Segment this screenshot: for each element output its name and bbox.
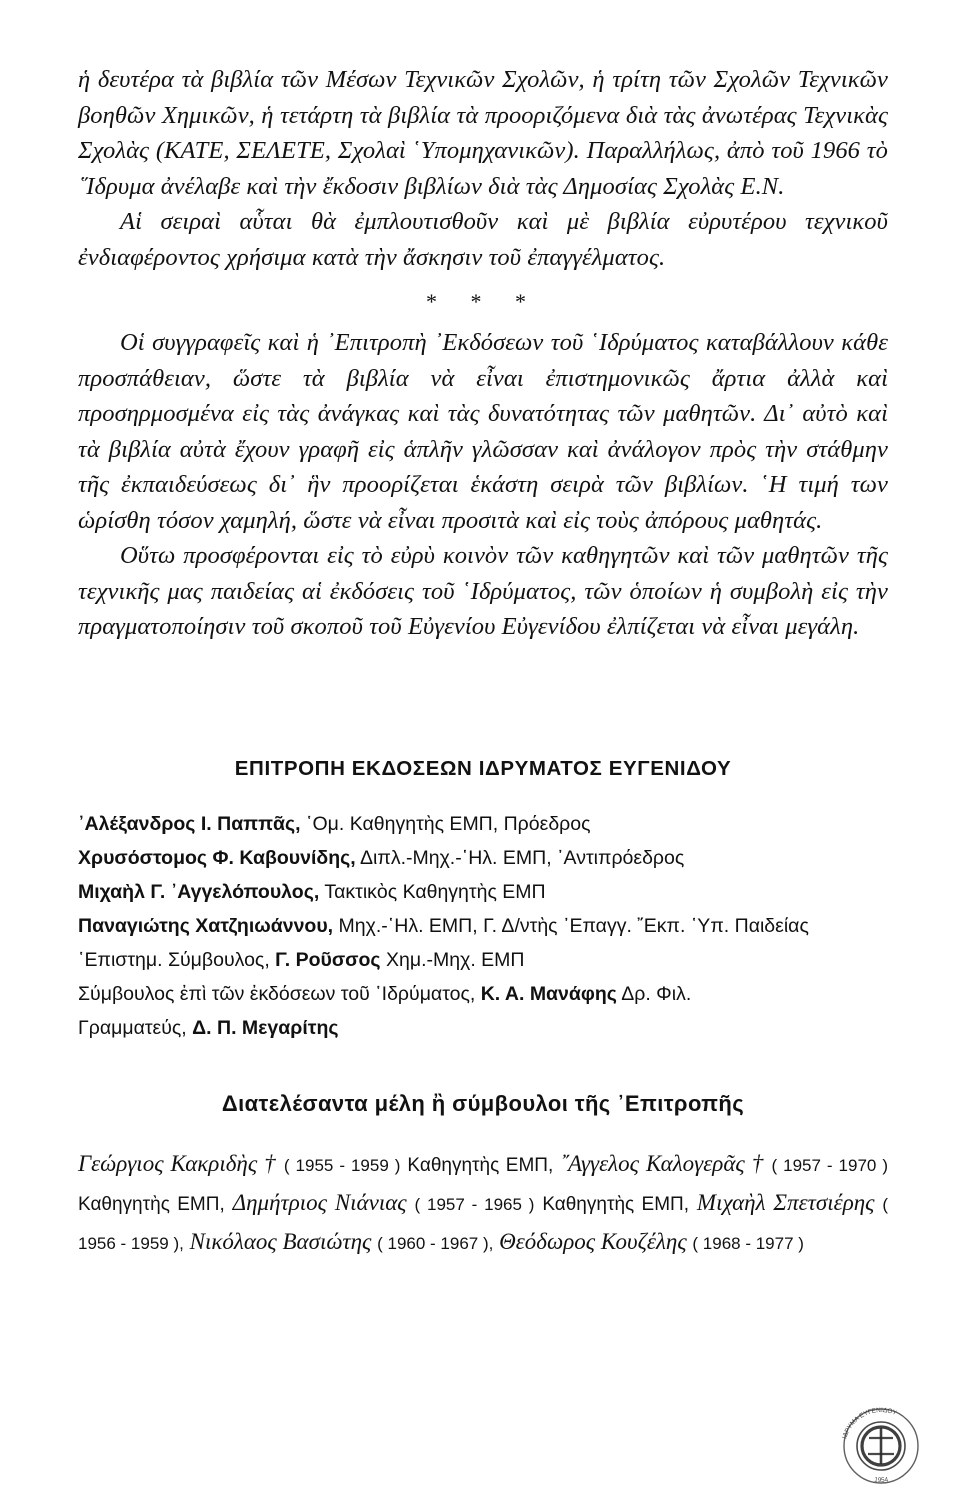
list-item (78, 1011, 888, 1045)
member-role-suffix: Χημ.-Μηχ. ΕΜΠ (380, 948, 525, 971)
past-member-years: ( 1960 - 1967 ), (377, 1233, 494, 1253)
past-member-years: ( 1957 - 1965 ) (414, 1194, 535, 1214)
past-member-name: Νικόλαος Βασιώτης (189, 1228, 372, 1254)
past-member-name: Μιχαὴλ Σπετσιέρης (696, 1189, 875, 1215)
paragraph-2: Αἱ σειραὶ αὗται θὰ ἐμπλουτισθοῦν καὶ μὲ βιβλία εὐρυτέρου τεχνικοῦ ἐνδιαφέροντος χρήσιμα κατὰ τὴν ἄσκησιν τοῦ ἐπαγγέλματος. (78, 208, 888, 271)
committee-members-list (78, 807, 888, 1045)
member-name: Δ. Π. Μεγαρίτης (192, 1016, 339, 1039)
past-member-name: Γεώργιος Κακριδὴς † (78, 1150, 277, 1176)
member-role-suffix: Δρ. Φιλ. (616, 982, 692, 1005)
svg-text:ΙΔΡΥΜΑ ΕΥΓΕΝΙΔΟΥ: ΙΔΡΥΜΑ ΕΥΓΕΝΙΔΟΥ (841, 1406, 898, 1440)
list-item (78, 841, 888, 875)
past-member-role: Καθηγητὴς ΕΜΠ, (78, 1193, 225, 1215)
past-member-name: Θεόδωρος Κουζέλης (499, 1228, 687, 1254)
member-role: Γραμματεύς, (78, 1016, 193, 1039)
body-column (78, 62, 888, 1262)
member-role: ῾Επιστημ. Σύμβουλος, (78, 948, 276, 971)
past-members-heading: Διατελέσαντα μέλη ἢ σύμβουλοι τῆς ᾿Επιτροπῆς (221, 1090, 745, 1116)
past-member-name: Δημήτριος Νιάνιας (232, 1189, 407, 1215)
paragraph-1: ἡ δευτέρα τὰ βιβλία τῶν Μέσων Τεχνικῶν Σχολῶν, ἡ τρίτη τῶν Σχολῶν Τεχνικῶν βοηθῶν Χημικῶν, ἡ τετάρτη τὰ βιβλία τὰ προοριζόμενα διὰ τὰς ἀνωτέρας Τεχνικὰς Σχολὰς (ΚΑΤΕ, ΣΕΛΕΤΕ, Σχολαὶ ῾Υπομηχανικῶν). Παραλλήλως, ἀπὸ τοῦ 1966 τὸ ῞Ιδρυμα ἀνέλαβε καὶ τὴν ἔκδοσιν βιβλίων διὰ τὰς Δημοσίας Σχολὰς Ε.Ν. (78, 66, 888, 200)
list-item (78, 943, 888, 977)
past-member-years: ( 1957 - 1970 ) (771, 1155, 888, 1175)
member-name: Γ. Ροῦσσος (275, 948, 381, 971)
list-item (78, 807, 888, 841)
past-member-years: ( 1956 - 1959 ), (78, 1194, 889, 1253)
list-item (78, 909, 888, 943)
past-member-name: ῎Αγγελος Καλογερᾶς † (560, 1150, 765, 1176)
past-members-list (78, 1145, 888, 1262)
member-name: Χρυσόστομος Φ. Καβουνίδης, (78, 846, 356, 869)
member-role: Μηχ.-῾Ηλ. ΕΜΠ, Γ. Δ/ντὴς ᾿Επαγγ. ῎Εκπ. ῾Υπ. Παιδείας (333, 914, 809, 937)
past-member-role: Καθηγητὴς ΕΜΠ, (407, 1154, 554, 1176)
paragraph-3: Οἱ συγγραφεῖς καὶ ἡ ᾿Επιτροπὴ ᾿Εκδόσεων τοῦ ῾Ιδρύματος καταβάλλουν κάθε προσπάθειαν, ὥστε τὰ βιβλία νὰ εἶναι ἐπιστημονικῶς ἄρτια ἀλλὰ καὶ προσηρμοσμένα εἰς τὰς ἀνάγκας καὶ τὰς δυνατότητας τῶν μαθητῶν. Δι᾿ αὐτὸ καὶ τὰ βιβλία αὐτὰ ἔχουν γραφῆ εἰς ἁπλῆν γλῶσσαν καὶ ἀνάλογον πρὸς τὴν στάθμην τῆς ἐκπαιδεύσεως δι᾿ ἣν προορίζεται ἑκάστη σειρὰ τῶν βιβλίων. ῾Η τιμή των ὡρίσθη τόσον χαμηλή, ὥστε νὰ εἶναι προσιτὰ καὶ εἰς τοὺς ἀπόρους μαθητάς. (78, 329, 888, 534)
past-member-years: ( 1955 - 1959 ) (283, 1155, 401, 1175)
member-role: ῾Ομ. Καθηγητὴς ΕΜΠ, Πρόεδρος (300, 812, 591, 835)
list-item (78, 875, 888, 909)
past-member-role: Καθηγητὴς ΕΜΠ, (542, 1193, 690, 1215)
member-name: Παναγιώτης Χατζηιωάννου, (78, 914, 334, 937)
list-item (78, 977, 888, 1011)
committee-heading: ΕΠΙΤΡΟΠΗ ΕΚΔΟΣΕΩΝ ΙΔΡΥΜΑΤΟΣ ΕΥΓΕΝΙΔΟΥ (234, 756, 732, 780)
member-name: ᾿Αλέξανδρος Ι. Παππᾶς, (78, 812, 301, 835)
paragraph-4: Οὕτω προσφέρονται εἰς τὸ εὐρὺ κοινὸν τῶν καθηγητῶν καὶ τῶν μαθητῶν τῆς τεχνικῆς μας παιδείας αἱ ἐκδόσεις τοῦ ῾Ιδρύματος, τῶν ὁποίων ἡ συμβολὴ εἰς τὴν πραγματοποίησιν τοῦ σκοποῦ τοῦ Εὐγενίου Εὐγενίδου ἐλπίζεται νὰ εἶναι μεγάλη. (78, 542, 888, 640)
member-role: Τακτικὸς Καθηγητὴς ΕΜΠ (319, 880, 546, 903)
member-name: Κ. Α. Μανάφης (480, 982, 617, 1005)
svg-text:1954: 1954 (873, 1476, 889, 1485)
section-separator: * * * (426, 289, 540, 314)
member-role: Διπλ.-Μηχ.-῾Ηλ. ΕΜΠ, ᾿Αντιπρόεδρος (355, 846, 685, 869)
member-name: Μιχαὴλ Γ. ᾿Αγγελόπουλος, (78, 880, 320, 903)
member-role: Σύμβουλος ἐπὶ τῶν ἐκδόσεων τοῦ ῾Ιδρύματος, (78, 982, 481, 1005)
eugenides-foundation-logo (835, 1398, 927, 1490)
past-member-years: ( 1968 - 1977 ) (692, 1233, 804, 1253)
